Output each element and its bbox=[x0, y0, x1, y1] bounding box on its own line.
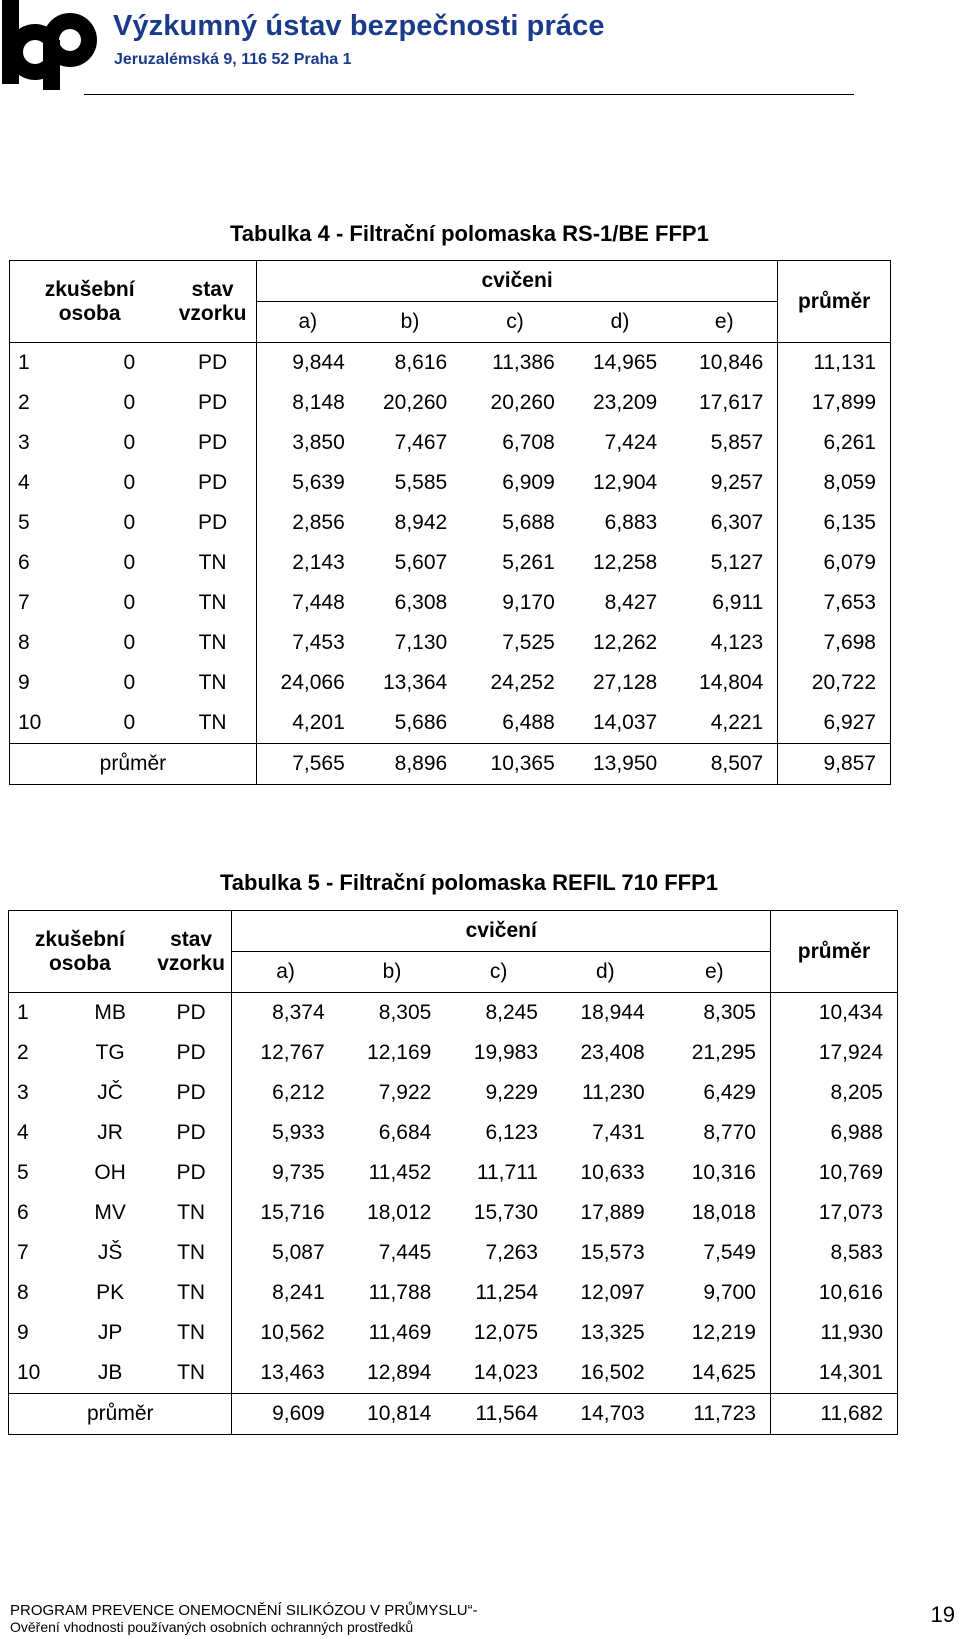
average-value: 8,896 bbox=[359, 744, 461, 785]
row-number: 9 bbox=[10, 663, 90, 703]
row-value: 9,257 bbox=[671, 463, 778, 503]
row-state: TN bbox=[169, 583, 256, 623]
row-average: 20,722 bbox=[778, 663, 891, 703]
row-average: 11,131 bbox=[778, 343, 891, 384]
row-value: 10,316 bbox=[659, 1153, 771, 1193]
col-header-exercise-e: e) bbox=[671, 302, 778, 343]
row-subject: PK bbox=[96, 1281, 125, 1304]
table-row bbox=[10, 423, 891, 463]
row-value: 12,262 bbox=[592, 631, 658, 654]
col-header-state-line2: vzorku bbox=[157, 951, 225, 975]
table-row bbox=[9, 1113, 898, 1153]
row-number: 4 bbox=[10, 463, 90, 503]
row-state: PD bbox=[151, 1153, 232, 1193]
row-value: 8,770 bbox=[659, 1113, 771, 1153]
row-value: 12,219 bbox=[659, 1313, 771, 1353]
row-number: 7 bbox=[9, 1233, 70, 1273]
row-state: TN bbox=[169, 623, 256, 663]
row-subject: 0 bbox=[123, 711, 136, 734]
row-value: 12,894 bbox=[367, 1361, 432, 1384]
table-row bbox=[9, 1033, 898, 1073]
row-value: 10,846 bbox=[671, 343, 778, 384]
row-state: TN bbox=[169, 703, 256, 744]
table-row bbox=[10, 703, 891, 744]
row-value: 9,170 bbox=[502, 591, 555, 614]
row-value: 8,245 bbox=[485, 1001, 538, 1024]
header-divider bbox=[84, 94, 854, 95]
row-value: 20,260 bbox=[382, 391, 448, 414]
row-subject: JČ bbox=[97, 1081, 123, 1104]
table-row bbox=[10, 583, 891, 623]
average-value: 11,723 bbox=[659, 1394, 771, 1435]
row-value: 6,911 bbox=[671, 583, 778, 623]
row-subject: 0 bbox=[123, 351, 136, 374]
row-value: 9,844 bbox=[292, 351, 345, 374]
row-value: 6,123 bbox=[485, 1121, 538, 1144]
row-number: 8 bbox=[10, 623, 90, 663]
row-value: 2,143 bbox=[292, 551, 345, 574]
col-header-person bbox=[10, 261, 170, 343]
row-value: 5,261 bbox=[502, 551, 555, 574]
row-value: 11,788 bbox=[368, 1281, 432, 1304]
average-row bbox=[9, 1394, 898, 1435]
row-subject: TG bbox=[95, 1041, 125, 1064]
average-overall: 11,682 bbox=[770, 1394, 897, 1435]
row-value: 8,374 bbox=[272, 1001, 325, 1024]
table-row bbox=[9, 1233, 898, 1273]
row-value: 6,708 bbox=[502, 431, 555, 454]
row-state: PD bbox=[169, 383, 256, 423]
row-value: 10,633 bbox=[580, 1161, 645, 1184]
table-row bbox=[10, 623, 891, 663]
row-average: 6,988 bbox=[770, 1113, 897, 1153]
row-state: TN bbox=[151, 1193, 232, 1233]
row-value: 6,909 bbox=[502, 471, 555, 494]
row-value: 9,735 bbox=[272, 1161, 325, 1184]
row-number: 1 bbox=[9, 993, 70, 1034]
row-value: 14,037 bbox=[592, 711, 658, 734]
table4 bbox=[9, 260, 891, 785]
row-value: 13,364 bbox=[382, 671, 448, 694]
row-average: 7,653 bbox=[778, 583, 891, 623]
row-subject: OH bbox=[94, 1161, 126, 1184]
row-value: 5,688 bbox=[502, 511, 555, 534]
average-value: 8,507 bbox=[671, 744, 778, 785]
row-number: 10 bbox=[9, 1353, 70, 1394]
row-value: 6,212 bbox=[272, 1081, 325, 1104]
row-number: 4 bbox=[9, 1113, 70, 1153]
row-value: 4,221 bbox=[671, 703, 778, 744]
row-subject: MB bbox=[94, 1001, 126, 1024]
row-value: 18,944 bbox=[580, 1001, 645, 1024]
row-value: 14,023 bbox=[473, 1361, 538, 1384]
row-value: 15,730 bbox=[473, 1201, 538, 1224]
row-value: 23,209 bbox=[592, 391, 658, 414]
row-value: 6,684 bbox=[378, 1121, 432, 1144]
row-value: 8,616 bbox=[394, 351, 448, 374]
row-value: 11,469 bbox=[368, 1321, 432, 1344]
row-state: PD bbox=[151, 1113, 232, 1153]
row-value: 7,130 bbox=[394, 631, 448, 654]
row-value: 13,463 bbox=[260, 1361, 325, 1384]
col-header-exercise-b: b) bbox=[359, 302, 461, 343]
row-value: 27,128 bbox=[592, 671, 658, 694]
average-value: 10,365 bbox=[461, 744, 569, 785]
page-number: 19 bbox=[930, 1602, 955, 1627]
row-value: 7,549 bbox=[659, 1233, 771, 1273]
table5 bbox=[8, 910, 898, 1435]
row-value: 14,804 bbox=[671, 663, 778, 703]
row-number: 2 bbox=[9, 1033, 70, 1073]
row-value: 18,012 bbox=[367, 1201, 432, 1224]
row-value: 7,453 bbox=[292, 631, 345, 654]
col-header-exercise-d: d) bbox=[569, 302, 671, 343]
col-header-exercise: cvičení bbox=[232, 911, 770, 952]
row-value: 5,639 bbox=[292, 471, 345, 494]
row-average: 14,301 bbox=[770, 1353, 897, 1394]
row-value: 8,148 bbox=[292, 391, 345, 414]
row-average: 10,434 bbox=[770, 993, 897, 1034]
row-state: PD bbox=[169, 423, 256, 463]
row-value: 23,408 bbox=[580, 1041, 645, 1064]
col-header-average: průměr bbox=[770, 911, 897, 993]
vubp-logo bbox=[0, 0, 100, 90]
row-value: 20,260 bbox=[490, 391, 555, 414]
row-value: 5,087 bbox=[272, 1241, 325, 1264]
row-value: 10,562 bbox=[260, 1321, 325, 1344]
col-header-exercise-a: a) bbox=[232, 952, 339, 993]
row-value: 4,123 bbox=[671, 623, 778, 663]
row-value: 5,607 bbox=[394, 551, 448, 574]
row-average: 6,135 bbox=[778, 503, 891, 543]
row-state: TN bbox=[151, 1353, 232, 1394]
row-average: 17,899 bbox=[778, 383, 891, 423]
col-header-person-line1: zkušební bbox=[44, 277, 135, 301]
row-subject: 0 bbox=[123, 631, 136, 654]
row-number: 6 bbox=[9, 1193, 70, 1233]
row-value: 14,625 bbox=[659, 1353, 771, 1394]
row-number: 10 bbox=[10, 703, 90, 744]
row-value: 11,230 bbox=[582, 1081, 645, 1104]
row-average: 17,924 bbox=[770, 1033, 897, 1073]
row-average: 6,927 bbox=[778, 703, 891, 744]
table-row bbox=[9, 1353, 898, 1394]
row-state: TN bbox=[151, 1233, 232, 1273]
average-row bbox=[10, 744, 891, 785]
row-value: 7,431 bbox=[592, 1121, 645, 1144]
table-row bbox=[9, 1313, 898, 1353]
row-value: 21,295 bbox=[659, 1033, 771, 1073]
table-row bbox=[9, 993, 898, 1034]
row-subject: 0 bbox=[123, 551, 136, 574]
row-number: 9 bbox=[9, 1313, 70, 1353]
row-average: 8,583 bbox=[770, 1233, 897, 1273]
row-value: 13,325 bbox=[580, 1321, 645, 1344]
col-header-exercise-b: b) bbox=[339, 952, 446, 993]
row-value: 9,229 bbox=[485, 1081, 538, 1104]
org-name: Výzkumný ústav bezpečnosti práce bbox=[113, 10, 605, 42]
row-subject: JR bbox=[97, 1121, 123, 1144]
header-row bbox=[9, 911, 898, 952]
col-header-person-line2: osoba bbox=[48, 951, 111, 975]
row-number: 2 bbox=[10, 383, 90, 423]
row-number: 7 bbox=[10, 583, 90, 623]
row-value: 8,942 bbox=[394, 511, 448, 534]
row-average: 10,616 bbox=[770, 1273, 897, 1313]
row-value: 7,424 bbox=[604, 431, 658, 454]
row-value: 11,711 bbox=[476, 1161, 538, 1184]
row-number: 5 bbox=[10, 503, 90, 543]
col-header-state bbox=[169, 261, 256, 343]
row-value: 2,856 bbox=[292, 511, 345, 534]
row-value: 8,241 bbox=[272, 1281, 325, 1304]
row-subject: 0 bbox=[123, 591, 136, 614]
row-value: 24,252 bbox=[490, 671, 555, 694]
row-average: 7,698 bbox=[778, 623, 891, 663]
table-row bbox=[10, 463, 891, 503]
row-state: TN bbox=[169, 543, 256, 583]
row-average: 6,079 bbox=[778, 543, 891, 583]
row-number: 8 bbox=[9, 1273, 70, 1313]
row-value: 6,883 bbox=[604, 511, 658, 534]
row-value: 12,767 bbox=[260, 1041, 325, 1064]
row-value: 15,716 bbox=[260, 1201, 325, 1224]
col-header-exercise: cvičeni bbox=[256, 261, 777, 302]
row-value: 4,201 bbox=[292, 711, 345, 734]
col-header-state-line2: vzorku bbox=[178, 301, 247, 325]
org-address: Jeruzalémská 9, 116 52 Praha 1 bbox=[114, 51, 352, 68]
average-overall: 9,857 bbox=[778, 744, 891, 785]
row-subject: 0 bbox=[123, 671, 136, 694]
row-number: 3 bbox=[9, 1073, 70, 1113]
row-value: 7,525 bbox=[502, 631, 555, 654]
table-row bbox=[10, 343, 891, 384]
row-value: 18,018 bbox=[659, 1193, 771, 1233]
row-value: 6,308 bbox=[394, 591, 448, 614]
row-subject: 0 bbox=[123, 431, 136, 454]
row-state: TN bbox=[151, 1313, 232, 1353]
col-header-exercise-e: e) bbox=[659, 952, 771, 993]
table-row bbox=[9, 1273, 898, 1313]
average-value: 11,564 bbox=[445, 1394, 552, 1435]
row-value: 14,965 bbox=[592, 351, 658, 374]
row-value: 5,127 bbox=[671, 543, 778, 583]
row-value: 5,933 bbox=[272, 1121, 325, 1144]
row-subject: 0 bbox=[123, 391, 136, 414]
col-header-person bbox=[9, 911, 151, 993]
row-value: 12,169 bbox=[367, 1041, 432, 1064]
table-row bbox=[9, 1153, 898, 1193]
row-number: 1 bbox=[10, 343, 90, 384]
col-header-state bbox=[151, 911, 232, 993]
row-value: 11,386 bbox=[492, 351, 555, 374]
row-average: 8,059 bbox=[778, 463, 891, 503]
row-number: 5 bbox=[9, 1153, 70, 1193]
header-row bbox=[10, 261, 891, 302]
footer-subtitle: Ověření vhodnosti používaných osobních ochranných prostředků bbox=[10, 1619, 414, 1635]
row-value: 7,922 bbox=[378, 1081, 432, 1104]
row-state: TN bbox=[151, 1273, 232, 1313]
row-state: PD bbox=[151, 1073, 232, 1113]
row-value: 5,686 bbox=[394, 711, 448, 734]
row-subject: 0 bbox=[123, 471, 136, 494]
table4-title: Tabulka 4 - Filtrační polomaska RS-1/BE FFP1 bbox=[230, 221, 709, 246]
average-value: 7,565 bbox=[256, 744, 358, 785]
row-value: 5,857 bbox=[671, 423, 778, 463]
table-row bbox=[10, 503, 891, 543]
row-subject: 0 bbox=[123, 511, 136, 534]
average-row-label: průměr bbox=[9, 1394, 232, 1435]
average-value: 9,609 bbox=[232, 1394, 339, 1435]
row-state: TN bbox=[169, 663, 256, 703]
row-subject: JB bbox=[97, 1361, 123, 1384]
row-value: 17,617 bbox=[671, 383, 778, 423]
average-value: 14,703 bbox=[552, 1394, 659, 1435]
row-average: 10,769 bbox=[770, 1153, 897, 1193]
row-state: PD bbox=[169, 503, 256, 543]
row-average: 8,205 bbox=[770, 1073, 897, 1113]
row-average: 6,261 bbox=[778, 423, 891, 463]
table-row bbox=[9, 1073, 898, 1113]
row-value: 12,075 bbox=[473, 1321, 538, 1344]
row-state: PD bbox=[151, 1033, 232, 1073]
row-subject: MV bbox=[94, 1201, 126, 1224]
row-value: 11,254 bbox=[475, 1281, 538, 1304]
row-value: 17,889 bbox=[580, 1201, 645, 1224]
col-header-state-line1: stav bbox=[191, 277, 234, 301]
table-row bbox=[10, 383, 891, 423]
col-header-exercise-d: d) bbox=[552, 952, 659, 993]
row-value: 11,452 bbox=[368, 1161, 432, 1184]
col-header-state-line1: stav bbox=[170, 927, 213, 951]
row-state: PD bbox=[151, 993, 232, 1034]
row-value: 12,258 bbox=[592, 551, 658, 574]
average-value: 13,950 bbox=[569, 744, 671, 785]
row-value: 24,066 bbox=[280, 671, 345, 694]
col-header-person-line1: zkušební bbox=[34, 927, 125, 951]
row-value: 6,488 bbox=[502, 711, 555, 734]
table-row bbox=[10, 663, 891, 703]
row-value: 6,429 bbox=[659, 1073, 771, 1113]
row-value: 12,904 bbox=[592, 471, 658, 494]
average-row-label: průměr bbox=[10, 744, 257, 785]
row-value: 7,263 bbox=[485, 1241, 538, 1264]
row-value: 7,467 bbox=[394, 431, 448, 454]
table-row bbox=[10, 543, 891, 583]
row-value: 8,427 bbox=[604, 591, 658, 614]
row-state: PD bbox=[169, 463, 256, 503]
average-value: 10,814 bbox=[339, 1394, 446, 1435]
row-value: 19,983 bbox=[473, 1041, 538, 1064]
row-average: 11,930 bbox=[770, 1313, 897, 1353]
col-header-person-line2: osoba bbox=[58, 301, 121, 325]
row-value: 5,585 bbox=[394, 471, 448, 494]
row-value: 7,445 bbox=[378, 1241, 432, 1264]
row-average: 17,073 bbox=[770, 1193, 897, 1233]
row-state: PD bbox=[169, 343, 256, 384]
row-value: 8,305 bbox=[659, 993, 771, 1034]
col-header-average: průměr bbox=[778, 261, 891, 343]
table5-title: Tabulka 5 - Filtrační polomaska REFIL 710 FFP1 bbox=[220, 870, 718, 895]
table-row bbox=[9, 1193, 898, 1233]
row-value: 6,307 bbox=[671, 503, 778, 543]
col-header-exercise-a: a) bbox=[256, 302, 358, 343]
row-value: 15,573 bbox=[580, 1241, 645, 1264]
row-value: 3,850 bbox=[292, 431, 345, 454]
row-number: 6 bbox=[10, 543, 90, 583]
row-value: 12,097 bbox=[580, 1281, 645, 1304]
row-subject: JP bbox=[97, 1321, 123, 1344]
row-subject: JŠ bbox=[97, 1241, 123, 1264]
col-header-exercise-c: c) bbox=[445, 952, 552, 993]
row-number: 3 bbox=[10, 423, 90, 463]
row-value: 8,305 bbox=[378, 1001, 432, 1024]
row-value: 7,448 bbox=[292, 591, 345, 614]
col-header-exercise-c: c) bbox=[461, 302, 569, 343]
row-value: 9,700 bbox=[659, 1273, 771, 1313]
footer-program: PROGRAM PREVENCE ONEMOCNĚNÍ SILIKÓZOU V PRŮMYSLU“- bbox=[10, 1602, 478, 1619]
row-value: 16,502 bbox=[580, 1361, 645, 1384]
